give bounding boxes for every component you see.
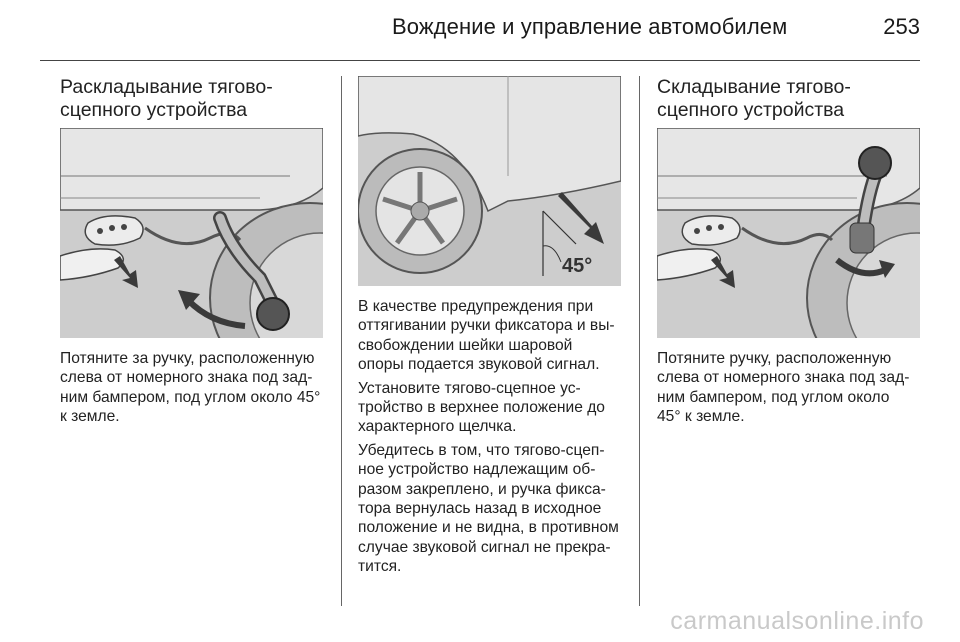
text-line: ное устройство надлежащим об- [358, 461, 596, 479]
text-line: Убедитесь в том, что тягово-сцеп- [358, 441, 605, 459]
figure-fold-towbar [657, 128, 920, 338]
title-line: Раскладывание тягово- [60, 76, 273, 98]
text-line: опоры подается звуковой сигнал. [358, 356, 600, 374]
title-line: сцепного устройства [657, 99, 845, 121]
text-line: ним бампером, под углом около 45° [60, 388, 321, 406]
figure-angle-45 [358, 76, 621, 286]
figure-unfold-towbar [60, 128, 323, 338]
text-line: слева от номерного знака под зад- [60, 369, 313, 387]
page-header-title: Вождение и управление автомобилем [392, 14, 788, 39]
page-number: 253 [883, 14, 920, 39]
paragraph [358, 379, 628, 437]
text-line: Потяните за ручку, расположенную [60, 350, 315, 367]
text-line: разом закреплено, и ручка фикса- [358, 480, 606, 498]
section-title-fold [657, 76, 851, 122]
text-line: Установите тягово-сцепное ус- [358, 379, 581, 397]
title-line: сцепного устройства [60, 99, 248, 121]
text-line: положение и не видна, в противном [358, 519, 619, 537]
text-line: ним бампером, под углом около [657, 388, 890, 406]
angle-label: 45° [562, 255, 593, 277]
text-line: слева от номерного знака под зад- [657, 369, 910, 387]
section-title-unfold [60, 76, 273, 122]
text-line: характерного щелчка. [358, 418, 517, 436]
header-rule [40, 60, 920, 61]
text-line: тится. [358, 558, 402, 576]
text-line: Потяните ручку, расположенную [657, 350, 892, 367]
text-line: случае звуковой сигнал не прекра- [358, 538, 611, 556]
middle-text [358, 297, 628, 581]
unfold-instructions [60, 349, 330, 427]
text-line: тройство в верхнее положение до [358, 399, 605, 417]
title-line: Складывание тягово- [657, 76, 851, 98]
text-line: В качестве предупреждения при [358, 298, 594, 315]
text-line: к земле. [60, 408, 120, 426]
text-line: 45° к земле. [657, 408, 745, 426]
paragraph [358, 441, 628, 577]
text-line: оттягивании ручки фиксатора и вы- [358, 317, 615, 335]
column-divider-right [639, 76, 640, 606]
text-line: свобождении шейки шаровой [358, 336, 573, 354]
column-divider-left [341, 76, 342, 606]
text-line: тора вернулась назад в исходное [358, 500, 602, 518]
paragraph [358, 297, 628, 375]
fold-instructions [657, 349, 927, 427]
watermark: carmanualsonline.info [670, 607, 924, 635]
